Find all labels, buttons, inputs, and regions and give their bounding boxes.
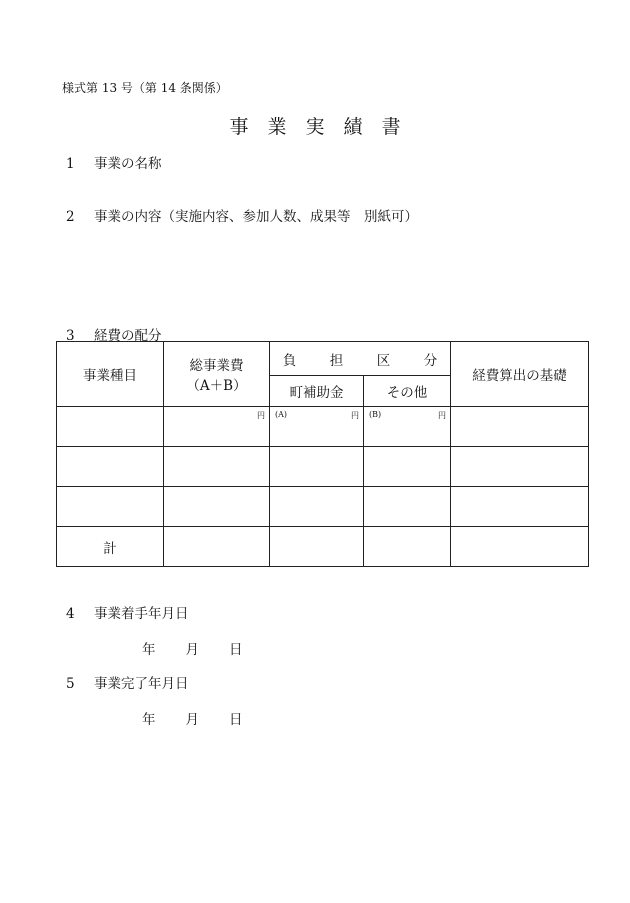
start-date-field[interactable] [142,638,243,658]
cell-town-subsidy[interactable] [270,447,364,487]
header-burden-label: 負 担 区 分 [282,352,448,369]
expense-table [56,341,589,567]
day-label: 日 [229,642,243,658]
cell-town-subsidy[interactable] [270,407,364,447]
section-number: 5 [66,676,75,692]
section-label: 経費の配分 [94,328,162,344]
cell-town-subsidy-sum[interactable] [270,527,364,567]
header-cost-basis: 経費算出の基礎 [451,342,589,407]
completion-date-field[interactable] [142,708,243,728]
header-town-subsidy: 町補助金 [270,376,364,407]
header-total-cost [164,342,270,407]
section-business-name [66,152,162,172]
section-number: 3 [66,328,75,344]
cell-other-sum[interactable] [364,527,451,567]
cell-other[interactable] [364,447,451,487]
total-row-label: 計 [57,527,164,567]
month-label: 月 [185,712,199,728]
year-label: 年 [142,712,156,728]
cell-cost-basis[interactable] [451,407,589,447]
cell-cost-basis[interactable] [451,487,589,527]
document-title: 事 業 実 績 書 [229,116,401,138]
cell-total-cost[interactable] [164,487,270,527]
header-business-type: 事業種目 [57,342,164,407]
section-label: 事業の名称 [94,156,162,172]
cell-total-cost[interactable] [164,447,270,487]
cell-other[interactable] [364,407,451,447]
mark-b: (B) [369,410,382,419]
section-number: 4 [66,606,75,622]
header-other: その他 [364,376,451,407]
cell-total-cost[interactable] [164,407,270,447]
cell-business-type[interactable] [57,447,164,487]
section-completion-date [66,672,189,692]
year-label: 年 [142,642,156,658]
section-business-content [66,205,418,225]
header-total-line1: 総事業費 [189,358,244,374]
form-number: 様式第 13 号（第 14 条関係） [62,81,228,95]
section-number: 1 [66,156,75,172]
cell-cost-basis[interactable] [451,447,589,487]
cell-business-type[interactable] [57,407,164,447]
cell-cost-basis-sum[interactable] [451,527,589,567]
section-label: 事業完了年月日 [94,676,189,692]
cell-town-subsidy[interactable] [270,487,364,527]
unit-yen: 円 [257,411,265,420]
cell-other[interactable] [364,487,451,527]
unit-yen: 円 [438,411,446,420]
mark-a: (A) [275,410,288,419]
cell-total-cost-sum[interactable] [164,527,270,567]
header-burden-category [270,342,451,376]
section-label: 事業着手年月日 [94,606,189,622]
header-total-line2: （A＋B） [186,378,247,394]
cell-business-type[interactable] [57,487,164,527]
section-number: 2 [66,209,75,225]
month-label: 月 [185,642,199,658]
section-start-date [66,602,189,622]
unit-yen: 円 [351,411,359,420]
section-label: 事業の内容（実施内容、参加人数、成果等 別紙可） [94,209,418,225]
day-label: 日 [229,712,243,728]
